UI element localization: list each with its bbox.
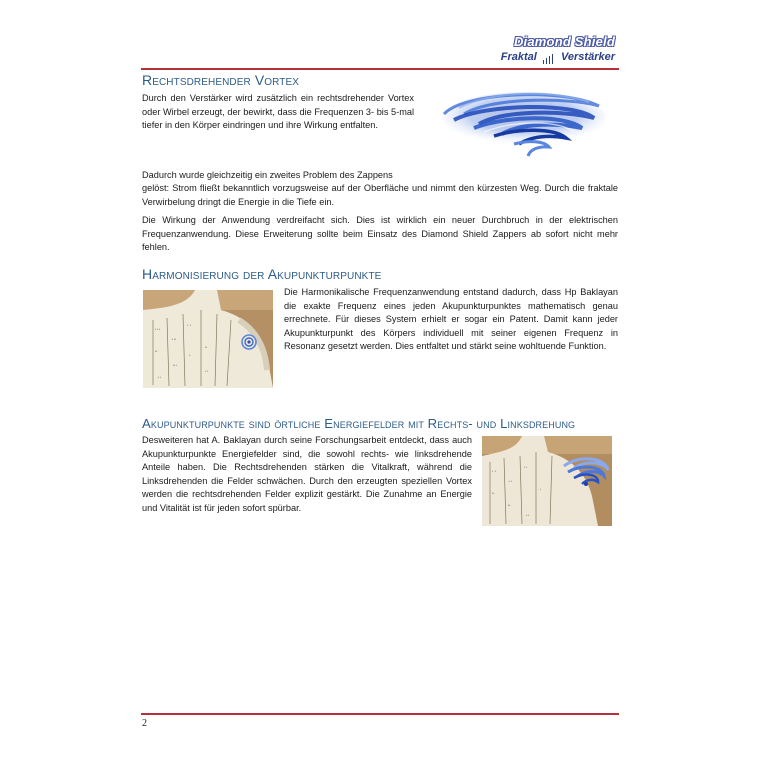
logo-sub-right: Verstärker — [560, 51, 615, 63]
vortex-paragraph-1: Durch den Verstärker wird zusätzlich ein rechtsdrehender Vortex oder Wirbel erzeugt, der bewirkt, dass die Frequenzen 3- bis 5-mal tiefer in den Körper eindringen und ihre Wirkung entfalten. — [142, 93, 414, 130]
svg-text:· •: · • — [538, 487, 541, 491]
svg-text:•• ·: •• · — [492, 491, 496, 495]
energiefelder-paragraph: Desweiteren hat A. Baklayan durch seine Forschungsarbeit entdeckt, dass auch Akupunkturpunkte Energiefelder sind, die sowohl rechts- wie linksdrehende Anteile haben. Die Rechtsdrehenden stärken die Vitalkraft, während die Linksdrehenden die Felder schwächen. Durch den erzeugten speziellen Vortex werden die rechtsdrehenden Felder explizit gestärkt. Die Zunahme an Energie und Vitalität ist für jeden sofort spürbar. — [142, 435, 472, 513]
vortex-paragraph-3: Die Wirkung der Anwendung verdreifacht sich. Dies ist wirklich ein neuer Durchbruch in der elektrischen Frequenzanwendung. Diese Erweiterung sollte beim Einsatz des Diamond Shield Zappers ab sofort nicht mehr fehlen. — [142, 215, 618, 252]
svg-text:• ·•: • ·• — [492, 469, 496, 473]
svg-text:• •·•: • •·• — [155, 327, 160, 331]
svg-text:••·: ••· — [508, 503, 512, 507]
svg-text:•·•: •·• — [526, 513, 530, 517]
logo-brand-text: Diamond Shield — [513, 34, 615, 49]
svg-text:· ••: · •• — [203, 345, 207, 349]
svg-text:·• ••: ·• •• — [171, 337, 176, 341]
fractal-bars-icon — [543, 52, 555, 62]
vortex-paragraph-2: gelöst: Strom fließt bekanntlich vorzugsweise auf der Oberfläche und nimmt den kürzesten Weg. Durch die fraktale Verwirbelung dringt die Energie in die Tiefe ein. — [142, 183, 618, 207]
brand-logo — [495, 34, 615, 63]
header-rule — [141, 68, 619, 70]
vortex-paragraph-2-line-1: Dadurch wurde gleichzeitig ein zweites Problem des Zappens — [142, 170, 393, 180]
section-heading-vortex: Rechtsdrehender Vortex — [142, 72, 300, 88]
svg-text:•·: •· — [189, 353, 192, 357]
acupuncture-model-image — [143, 290, 273, 388]
svg-text:•·•: •·• — [524, 465, 528, 469]
acupuncture-figure-icon — [143, 290, 273, 388]
svg-text:•·•: •·• — [205, 369, 209, 373]
section-heading-harmonisierung: Harmonisierung der Akupunkturpunkte — [142, 266, 382, 282]
acupuncture-vortex-icon — [482, 436, 612, 526]
vortex-swirl-image — [424, 84, 614, 166]
svg-text:•· •: •· • — [187, 323, 191, 327]
svg-text:•• ·: •• · — [155, 349, 159, 353]
page-number: 2 — [142, 718, 147, 729]
swirl-icon — [424, 84, 614, 166]
section-heading-energiefelder: Akupunkturpunkte sind örtliche Energiefelder mit Rechts- und Linksdrehung — [142, 416, 576, 431]
logo-subtitle — [495, 51, 615, 63]
svg-text:••·•: ••·• — [173, 363, 178, 367]
logo-sub-left: Fraktal — [500, 51, 537, 63]
footer-rule — [141, 713, 619, 715]
svg-text:·• •: ·• • — [157, 375, 161, 379]
harmonisierung-paragraph: Die Harmonikalische Frequenzanwendung entstand dadurch, dass Hp Baklayan die exakte Frequenz eines jeden Akupunkturpunktes mathematisch genau errechnete. Für dieses System erhielt er sogar ein Patent. Damit kann jeder Akupunkturpunkt des Körpers individuell mit seiner eigenen Frequenz in Resonanz gesetzt werden. Dies entfaltet und stärkt seine wohltuende Funktion. — [284, 287, 618, 351]
acupuncture-vortex-image — [482, 436, 612, 526]
svg-text:·• •: ·• • — [508, 479, 512, 483]
